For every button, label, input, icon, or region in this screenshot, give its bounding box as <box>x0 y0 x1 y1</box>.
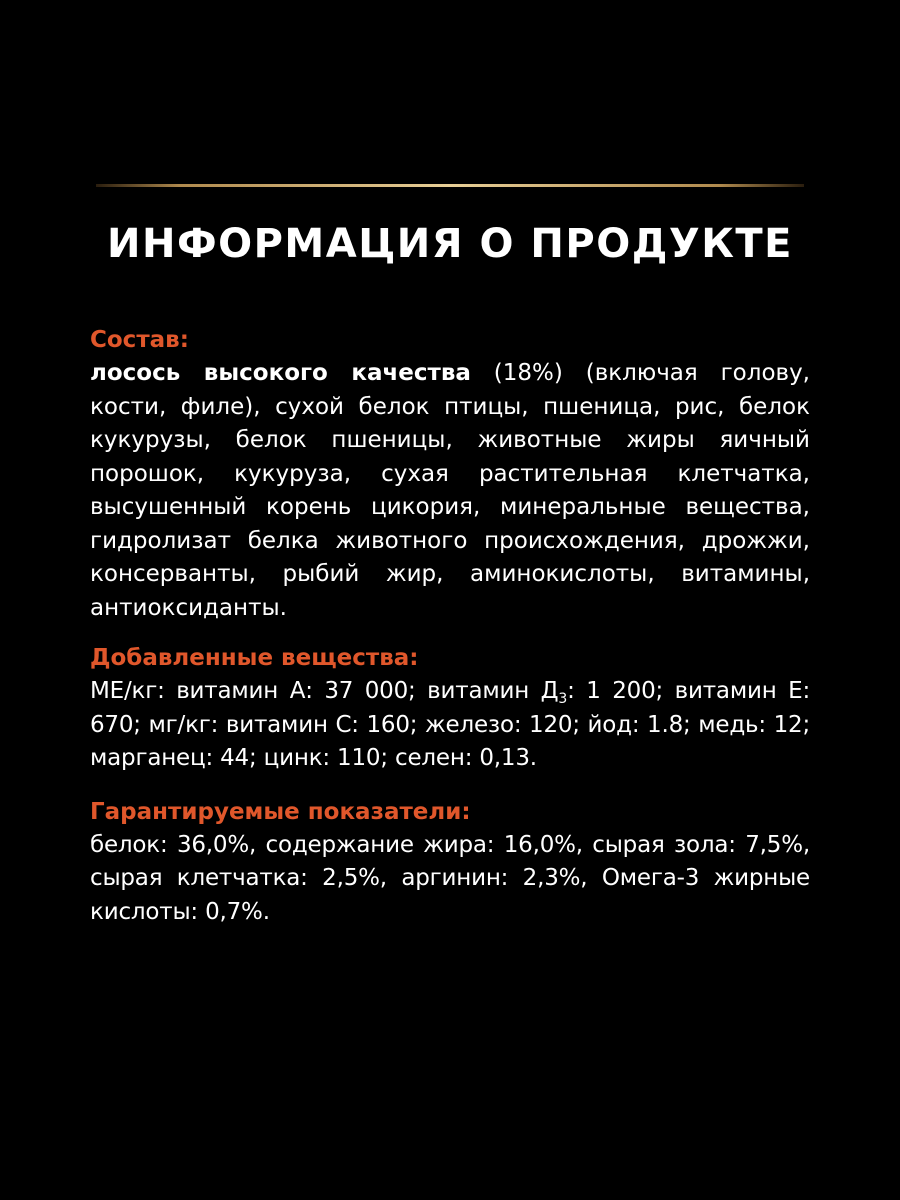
vitamin-d-subscript: 3 <box>558 691 568 707</box>
additives-text <box>90 675 810 776</box>
additives-heading: Добавленные вещества: <box>90 645 419 671</box>
additives-text-after: : 1 200; витамин Е: 670; мг/кг: витамин С: 160; железо: 120; йод: 1.8; медь: 12; марганец: 44; цинк: 110; селен: 0,13. <box>90 678 811 771</box>
gold-divider-line <box>96 184 804 187</box>
product-info-content <box>90 324 810 929</box>
additives-section <box>90 642 810 776</box>
composition-ingredients: (18%) (включая голову, кости, филе), сухой белок птицы, пшеница, рис, белок кукурузы, белок пшеницы, животные жиры яичный порошок, кукуруза, сухая растительная клетчатка, высушенный корень цикория, минеральные вещества, гидролизат белка животного происхождения, дрожжи, консерванты, рыбий жир, аминокислоты, витамины, антиоксиданты. <box>90 360 810 621</box>
composition-text <box>90 357 810 625</box>
composition-lead: лосось высокого качества <box>90 360 471 386</box>
composition-section <box>90 324 810 625</box>
guaranteed-heading: Гарантируемые показатели: <box>90 798 471 825</box>
composition-heading: Состав: <box>90 327 189 353</box>
page-title: ИНФОРМАЦИЯ О ПРОДУКТЕ <box>106 221 793 267</box>
additives-text-before: МЕ/кг: витамин А: 37 000; витамин Д <box>90 678 559 704</box>
guaranteed-text: белок: 36,0%, содержание жира: 16,0%, сырая зола: 7,5%, сырая клетчатка: 2,5%, аргинин: 2,3%, Омега-3 жирные кислоты: 0,7%. <box>90 831 810 925</box>
guaranteed-section <box>90 796 810 930</box>
